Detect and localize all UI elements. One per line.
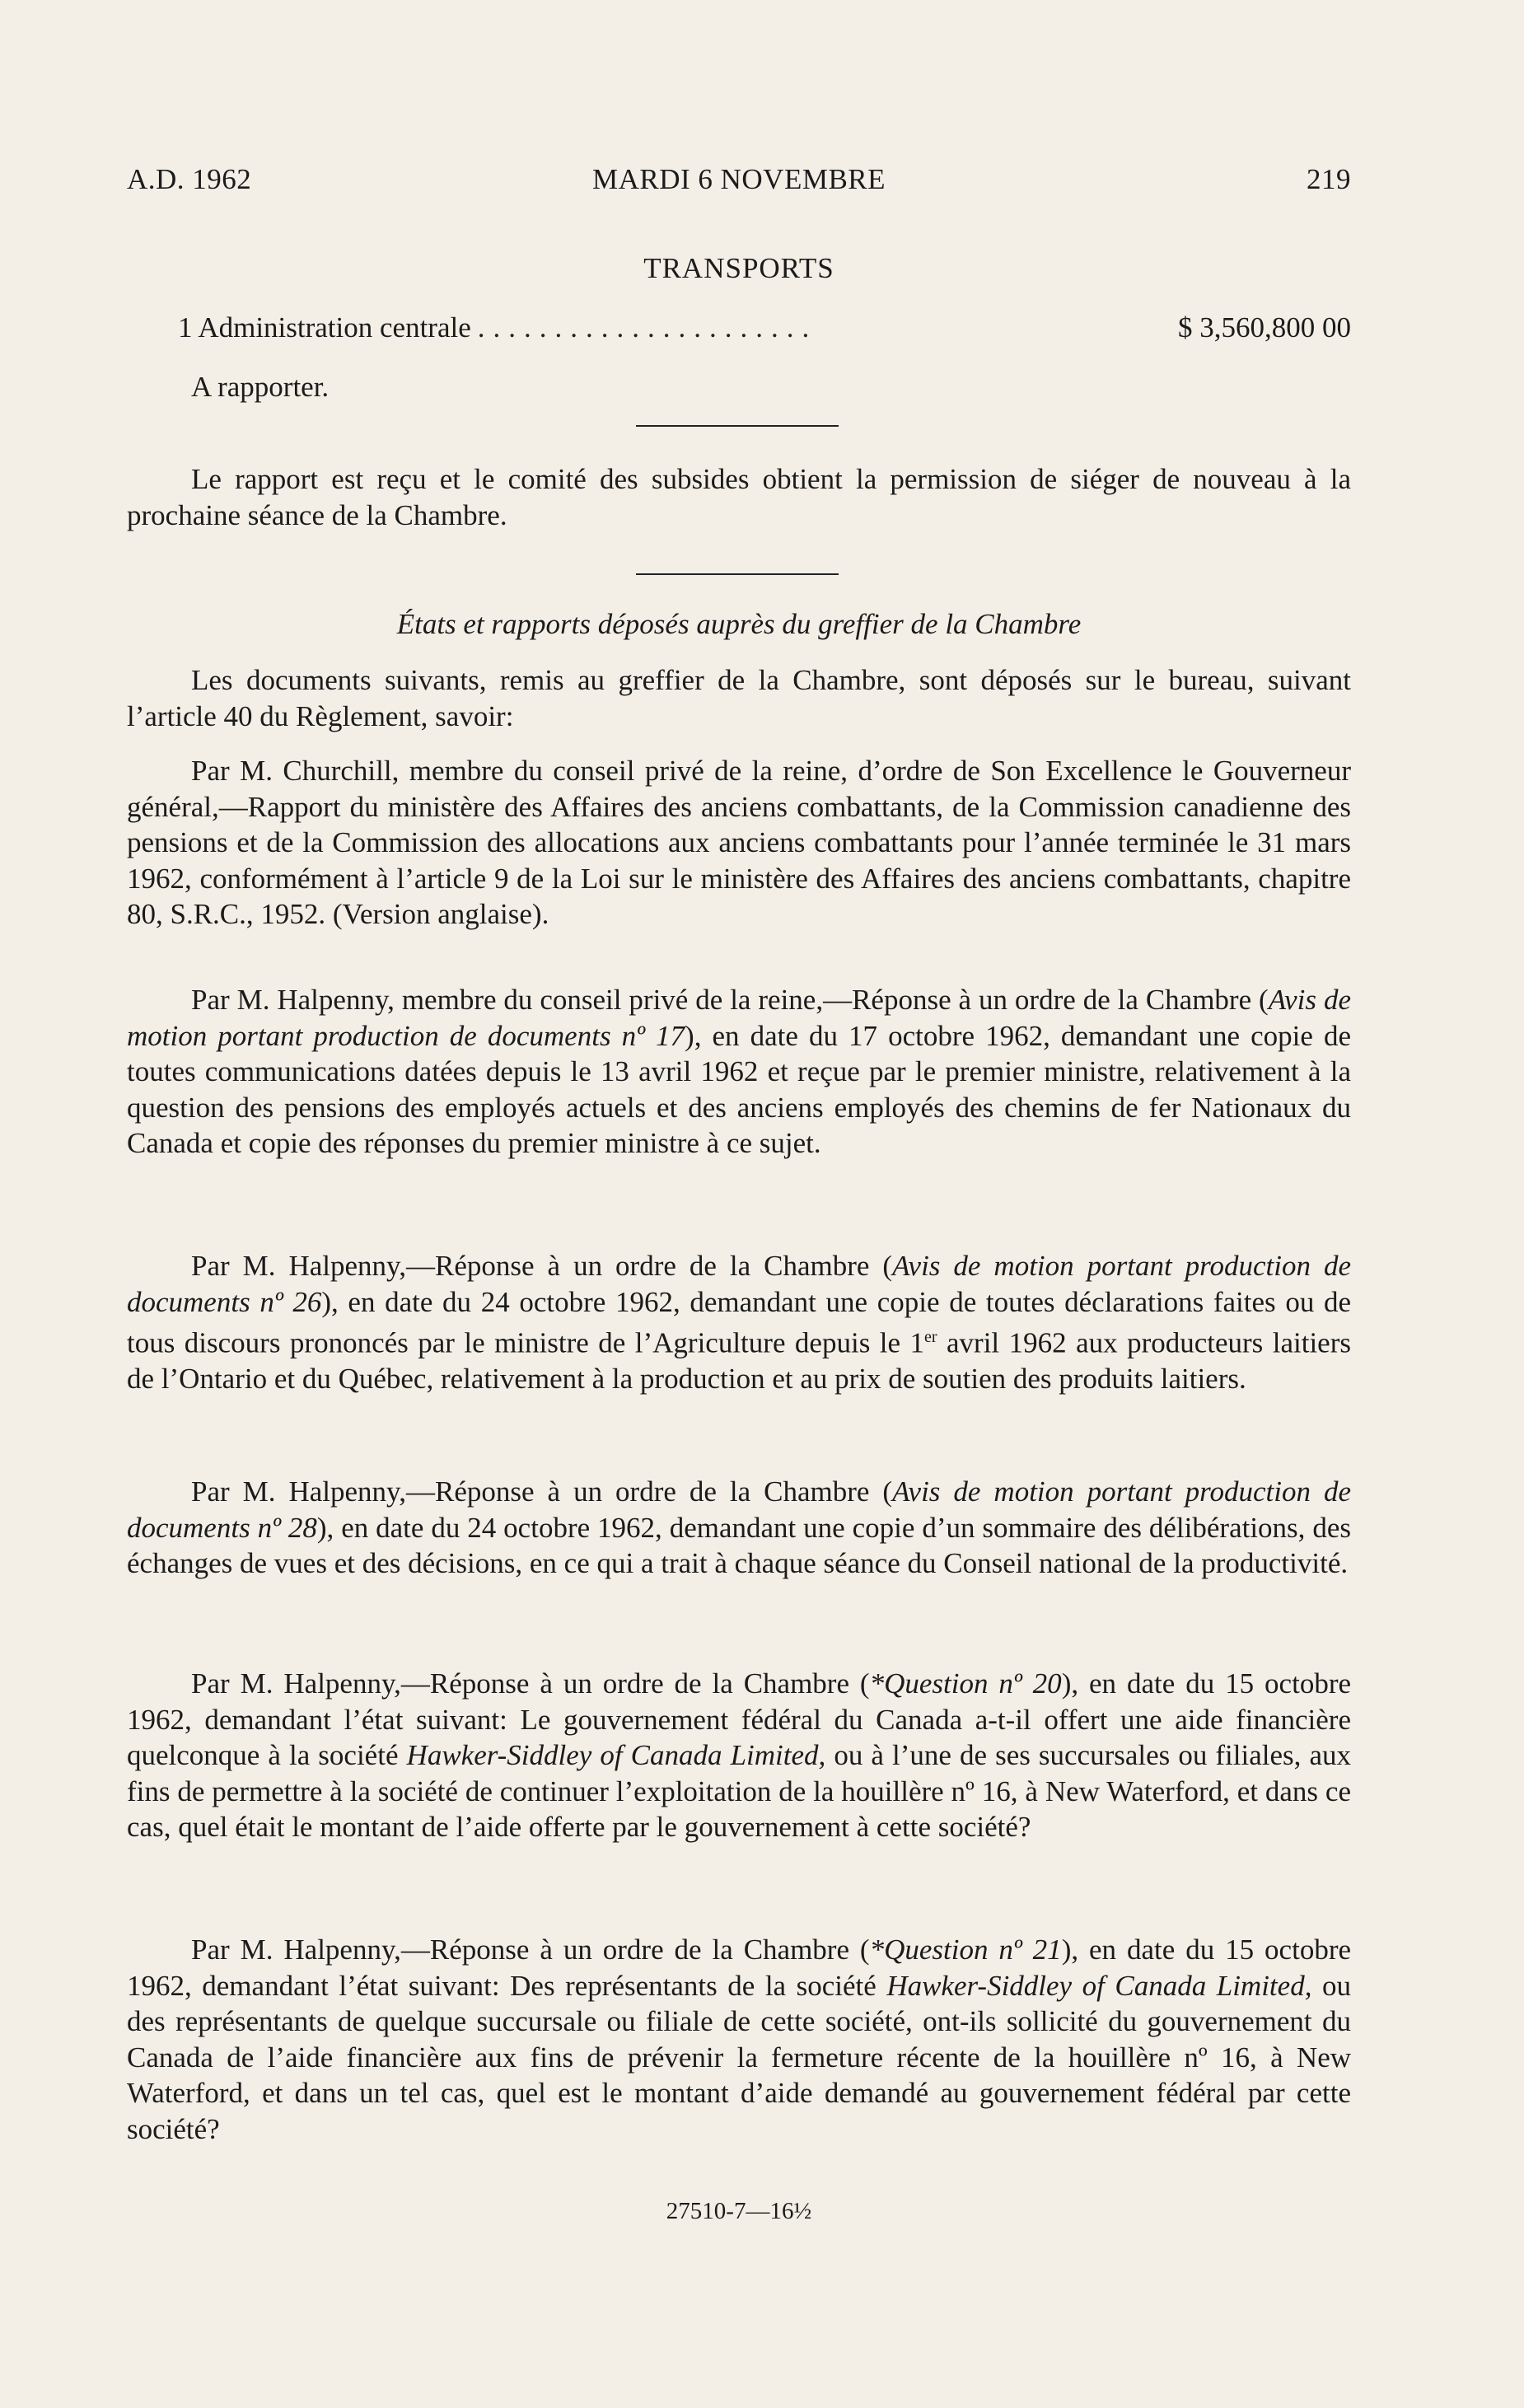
report-paragraph-block xyxy=(127,461,1351,533)
churchill-block xyxy=(127,753,1351,933)
carry-forward: A rapporter. xyxy=(191,371,330,403)
halpenny-17-paragraph: Par M. Halpenny, membre du conseil privé de la reine,—Réponse à un ordre de la Chambre (Avis de motion portant production de documents nº 17), en date du 17 octobre 1962, demandant une copie de toutes communications datées depuis le 13 avril 1962 et reçue par le premier ministre, relativement à la question des pensions des employés actuels et des anciens employés des chemins de fer Nationaux du Canada et copie des réponses du premier ministre à ce sujet. xyxy=(127,984,1351,1159)
question-21-block xyxy=(127,1932,1351,2147)
section-title: TRANSPORTS xyxy=(643,252,834,284)
page-number: 219 xyxy=(1307,163,1351,195)
dot-leader: ...................... xyxy=(477,311,818,344)
halpenny-26-paragraph: Par M. Halpenny,—Réponse à un ordre de la Chambre (Avis de motion portant production de documents nº 26), en date du 24 octobre 1962, demandant une copie de toutes déclarations faites ou de tous discours prononcés par le ministre de l’Agriculture depuis le 1er avril 1962 aux producteurs laitiers de l’Ontario et du Québec, relativement à la production et au prix de soutien des produits laitiers. xyxy=(127,1250,1352,1396)
halpenny-28-paragraph: Par M. Halpenny,—Réponse à un ordre de la Chambre (Avis de motion portant production de documents nº 28), en date du 24 octobre 1962, demandant une copie d’un sommaire des délibérations, des échanges de vues et des décisions, en ce qui a trait à chaque séance du Conseil national de la productivité. xyxy=(127,1475,1352,1579)
running-head xyxy=(127,163,1351,203)
header-year: A.D. 1962 xyxy=(127,163,252,195)
churchill-paragraph: Par M. Churchill, membre du conseil privé de la reine, d’ordre de Son Excellence le Gouverneur général,—Rapport du ministère des Affaires des anciens combattants, de la Commission canadienne des pensions et de la Commission des allocations aux anciens combattants pour l’année terminée le 31 mars 1962, conformément à l’article 9 de la Loi sur le ministère des Affaires des anciens combattants, chapitre 80, S.R.C., 1952. (Version anglaise). xyxy=(127,755,1351,930)
documents-intro-block xyxy=(127,662,1351,734)
vote-item: 1 Administration centrale xyxy=(178,311,471,344)
halpenny-26-block xyxy=(127,1248,1351,1397)
question-21-paragraph: Par M. Halpenny,—Réponse à un ordre de la Chambre (*Question nº 21), en date du 15 octobre 1962, demandant l’état suivant: Des représentants de la société Hawker-Siddley of Canada Limited, ou des représentants de quelque succursale ou filiale de cette société, ont-ils sollicité du gouvernement du Canada de l’aide financière aux fins de prévenir la fermeture récente de la houillère nº 16, à New Waterford, et dans un tel cas, quel est le montant d’aide demandé au gouvernement fédéral par cette société? xyxy=(127,1933,1352,2145)
vote-amount: $ 3,560,800 00 xyxy=(1178,311,1351,344)
vote-line xyxy=(178,311,1351,344)
documents-intro: Les documents suivants, remis au greffier de la Chambre, sont déposés sur le bureau, suivant l’article 40 du Règlement, savoir: xyxy=(127,664,1351,732)
header-date: MARDI 6 NOVEMBRE xyxy=(591,163,886,195)
report-paragraph: Le rapport est reçu et le comité des subsides obtient la permission de siéger de nouveau à la prochaine séance de la Chambre. xyxy=(127,463,1351,531)
section-divider xyxy=(636,425,839,427)
question-20-paragraph: Par M. Halpenny,—Réponse à un ordre de la Chambre (*Question nº 20), en date du 15 octobre 1962, demandant l’état suivant: Le gouvernement fédéral du Canada a-t-il offert une aide financière quelconque à la société Hawker-Siddley of Canada Limited, ou à l’une de ses succursales ou filiales, aux fins de permettre à la société de continuer l’exploitation de la houillère nº 16, à New Waterford, et dans ce cas, quel était le montant de l’aide offerte par le gouvernement à cette société? xyxy=(127,1667,1352,1843)
halpenny-17-block xyxy=(127,982,1351,1162)
printer-signature: 27510-7—16½ xyxy=(666,2198,812,2224)
question-20-block xyxy=(127,1666,1351,1845)
section-divider xyxy=(636,573,839,575)
halpenny-28-block xyxy=(127,1474,1351,1582)
subsection-heading: États et rapports déposés auprès du greffier de la Chambre xyxy=(396,608,1082,640)
